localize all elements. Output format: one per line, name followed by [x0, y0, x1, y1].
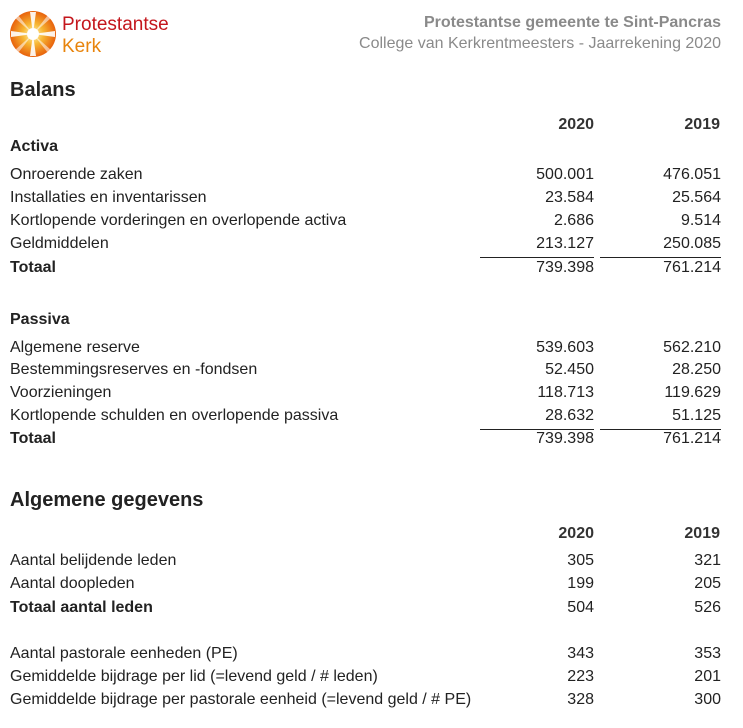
value-2020: 223 [567, 668, 594, 685]
row-label: Gemiddelde bijdrage per pastorale eenheid (=levend geld / # PE) [10, 691, 472, 708]
value-2020: 52.450 [545, 361, 594, 378]
table-row [0, 339, 743, 361]
column-header-2019: 2019 [684, 525, 720, 542]
value-2019: 205 [694, 575, 721, 592]
row-label: Totaal [10, 259, 56, 276]
table-row [0, 645, 743, 667]
protestantse-kerk-logo-icon [9, 10, 57, 58]
row-label: Bestemmingsreserves en -fondsen [10, 361, 258, 378]
value-2019: 201 [694, 668, 721, 685]
value-2020: 739.398 [536, 430, 594, 447]
value-2019: 9.514 [680, 212, 721, 229]
document-title: College van Kerkrentmeesters - Jaarrekening 2020 [359, 35, 721, 52]
value-2020: 305 [567, 552, 594, 569]
section-title-algemene-gegevens: Algemene gegevens [10, 489, 204, 511]
column-header-2020: 2020 [558, 116, 594, 133]
row-label: Onroerende zaken [10, 166, 143, 183]
brand-name-line1: Protestantse [62, 14, 169, 35]
section-title-balans: Balans [10, 79, 76, 101]
table-row [0, 552, 743, 574]
column-header-2019: 2019 [684, 116, 720, 133]
row-label: Algemene reserve [10, 339, 140, 356]
value-2019: 300 [694, 691, 721, 708]
activa-heading: Activa [10, 138, 59, 155]
value-2019: 321 [694, 552, 721, 569]
total-rule [480, 257, 594, 258]
value-2020: 343 [567, 645, 594, 662]
value-2020: 328 [567, 691, 594, 708]
value-2020: 28.632 [545, 407, 594, 424]
table-row [0, 361, 743, 383]
total-row [0, 430, 743, 452]
value-2019: 51.125 [672, 407, 721, 424]
value-2020: 500.001 [536, 166, 594, 183]
value-2019: 761.214 [663, 259, 721, 276]
table-row [0, 384, 743, 406]
table-row [0, 235, 743, 257]
row-label: Totaal aantal leden [10, 599, 153, 616]
table-row [0, 575, 743, 597]
row-label: Kortlopende vorderingen en overlopende activa [10, 212, 347, 229]
value-2019: 562.210 [663, 339, 721, 356]
value-2020: 213.127 [536, 235, 594, 252]
organization-name: Protestantse gemeente te Sint-Pancras [424, 14, 721, 31]
value-2020: 2.686 [553, 212, 594, 229]
total-row [0, 599, 743, 621]
brand-name-line2: Kerk [62, 36, 102, 57]
value-2020: 504 [567, 599, 594, 616]
value-2019: 250.085 [663, 235, 721, 252]
value-2019: 28.250 [672, 361, 721, 378]
row-label: Aantal pastorale eenheden (PE) [10, 645, 238, 662]
row-label: Kortlopende schulden en overlopende passiva [10, 407, 339, 424]
table-row [0, 691, 743, 713]
row-label: Voorzieningen [10, 384, 112, 401]
table-row [0, 407, 743, 429]
value-2020: 23.584 [545, 189, 594, 206]
value-2019: 526 [694, 599, 721, 616]
table-row [0, 212, 743, 234]
value-2019: 353 [694, 645, 721, 662]
row-label: Geldmiddelen [10, 235, 109, 252]
value-2020: 118.713 [537, 384, 594, 401]
passiva-heading: Passiva [10, 311, 70, 328]
table-row [0, 668, 743, 690]
row-label: Aantal doopleden [10, 575, 135, 592]
total-rule [600, 257, 721, 258]
row-label: Gemiddelde bijdrage per lid (=levend geld / # leden) [10, 668, 378, 685]
row-label: Installaties en inventarissen [10, 189, 207, 206]
value-2020: 199 [567, 575, 594, 592]
column-header-2020: 2020 [558, 525, 594, 542]
value-2019: 476.051 [663, 166, 721, 183]
table-row [0, 166, 743, 188]
row-label: Aantal belijdende leden [10, 552, 177, 569]
value-2019: 761.214 [663, 430, 721, 447]
row-label: Totaal [10, 430, 56, 447]
total-row [0, 259, 743, 281]
value-2019: 119.629 [664, 384, 721, 401]
table-row [0, 189, 743, 211]
value-2020: 739.398 [536, 259, 594, 276]
value-2020: 539.603 [536, 339, 594, 356]
value-2019: 25.564 [672, 189, 721, 206]
